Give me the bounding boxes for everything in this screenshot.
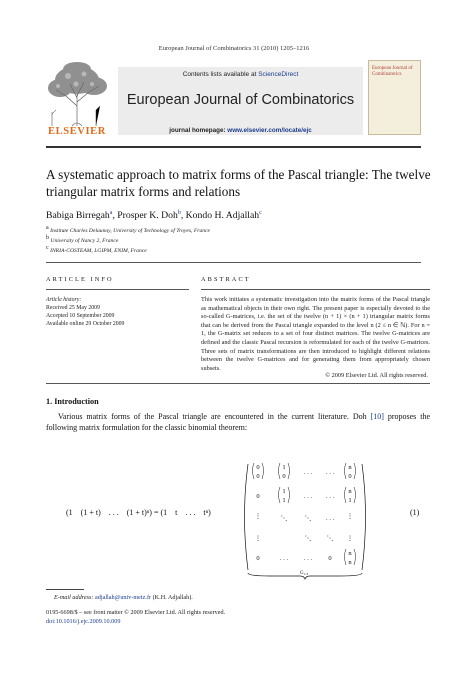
homepage-prefix: journal homepage: [169,127,228,134]
author-affiliation-mark[interactable]: a [109,209,113,216]
svg-text:0: 0 [282,473,286,480]
affiliation-mark: a [46,225,49,232]
abstract-text: This work initiates a systematic investigation into the matrix forms of the Pascal triangle as mathematical objects in their own right. The present paper is especially devoted to the so-called G-matrices, i.e. the set of the twelve (n + 1) × (n + 1) triangular matrix forms that can be derived from the Pascal triangle expanded to the level n (2 ≤ n ∈ ℕ). For n = 1, the G-matrix set reduces to a set of four distinct matrices. The twelve G-matrices are defined and the classic Pascal recursion is reformulated for each of the twelve G-matrices. Three sets of matrix transformations are then introduced to highlight different relations between the twelve G-matrices and for generating them from appropriately chosen subsets. [201,296,430,372]
author-name: Babiga Birregah [46,210,110,221]
svg-text:⋮: ⋮ [254,513,262,520]
header-divider [46,146,421,148]
svg-text:. . .: . . . [303,493,313,500]
svg-text:⋱: ⋱ [280,515,288,522]
email-suffix: (K.H. Adjallah). [151,594,193,601]
svg-text:0: 0 [256,473,260,480]
svg-text:0: 0 [256,493,260,500]
author-affiliation-mark[interactable]: b [177,209,181,216]
affiliation-mark: c [46,245,49,252]
affiliation-text: Institute Charles Delaunay, University of Technology of Troyes, France [50,228,210,234]
svg-text:n: n [348,464,352,471]
matrix-label: G₁,₂ [300,571,309,576]
article-history [46,296,196,328]
author-list: Babiga Birregah$^a$, Prosper K. Doh$^b$, Kondo H. Adjallah$^c$ [46,209,262,221]
elsevier-tree-logo [44,60,110,128]
abstract-divider [201,289,430,290]
author-name: Prosper K. Doh [117,210,178,221]
contents-line [118,71,363,78]
svg-text:0: 0 [256,464,260,471]
author-name: Kondo H. Adjallah [185,210,260,221]
history-label: Article history: [46,297,82,303]
sciencedirect-link[interactable]: ScienceDirect [258,71,299,78]
binomial-matrix [240,460,370,580]
author-affiliation-mark[interactable]: c [259,209,262,216]
introduction-heading: 1. Introduction [46,397,99,406]
intro-text-start: Various matrix forms of the Pascal triangle are encountered in the current literature. Doh [58,412,371,421]
svg-text:1: 1 [282,497,286,504]
journal-homepage-line [118,127,363,134]
affiliation [46,235,426,244]
journal-title: European Journal of Combinatorics [126,92,355,108]
svg-text:⋮: ⋮ [346,535,354,542]
svg-text:⋮: ⋮ [254,535,262,542]
doi-link[interactable]: doi:10.1016/j.ejc.2009.10.009 [46,618,121,625]
reference-link[interactable]: [10] [370,412,384,421]
svg-text:1: 1 [282,488,286,495]
svg-text:. . .: . . . [303,469,313,476]
introduction-paragraph [46,411,430,433]
author-email-link[interactable]: adjallah@univ-metz.fr [95,594,152,601]
contents-prefix: Contents lists available at [182,71,259,78]
online-date: Available online 29 October 2009 [46,321,125,327]
svg-text:. . .: . . . [279,555,289,562]
article-info-heading: ARTICLE INFO [46,276,114,283]
svg-text:n: n [348,550,352,557]
affiliation-text: INRIA-COSTEAM, LGIPM, ENIM, France [50,248,147,254]
svg-text:. . .: . . . [325,469,335,476]
running-head: European Journal of Combinatorics 31 (2010) 1205–1216 [158,45,310,52]
abstract-copyright: © 2009 Elsevier Ltd. All rights reserved. [325,372,428,379]
svg-text:1: 1 [348,497,352,504]
intro-text-end: proposes the following matrix formulation for the classic binomial theorem: [46,412,430,432]
svg-text:⋮: ⋮ [346,513,354,520]
svg-text:0: 0 [348,473,352,480]
affiliation [46,225,426,234]
svg-text:⋱: ⋱ [304,535,312,542]
footnote-divider [46,589,84,590]
article-info-divider [46,289,189,290]
journal-homepage-link[interactable]: www.elsevier.com/locate/ejc [227,127,312,134]
svg-text:0: 0 [256,555,260,562]
article-title: A systematic approach to matrix forms of the Pascal triangle: The twelve triangular matrix forms and relations [46,167,431,199]
cover-title: European Journal of Combinatorics [372,66,413,77]
svg-text:. . .: . . . [303,555,313,562]
affiliation [46,245,426,254]
svg-text:n: n [348,559,352,566]
equation-lhs: (1 (1 + t) . . . (1 + t)ⁿ) = (1 t . . . tⁿ) [66,508,211,517]
equation-number: (1) [410,508,420,517]
svg-text:1: 1 [282,464,286,471]
affiliation-text: University of Nancy 2, France [50,238,119,244]
elsevier-wordmark: ELSEVIER [48,126,106,137]
abstract-bottom-divider [46,383,430,384]
received-date: Received 25 May 2009 [46,305,100,311]
issn-line: 0195-6698/$ – see front matter © 2009 Elsevier Ltd. All rights reserved. [46,609,226,616]
svg-text:⋱: ⋱ [326,535,334,542]
svg-text:⋱: ⋱ [304,515,312,522]
affiliation-divider [46,262,421,263]
email-footnote [54,594,193,601]
abstract-heading: ABSTRACT [201,276,251,283]
email-label: E-mail address: [54,594,96,601]
svg-text:0: 0 [328,555,332,562]
svg-text:. . .: . . . [325,493,335,500]
svg-text:n: n [348,488,352,495]
affiliation-mark: b [46,235,49,242]
svg-text:. . .: . . . [325,515,335,522]
accepted-date: Accepted 10 September 2009 [46,313,115,319]
